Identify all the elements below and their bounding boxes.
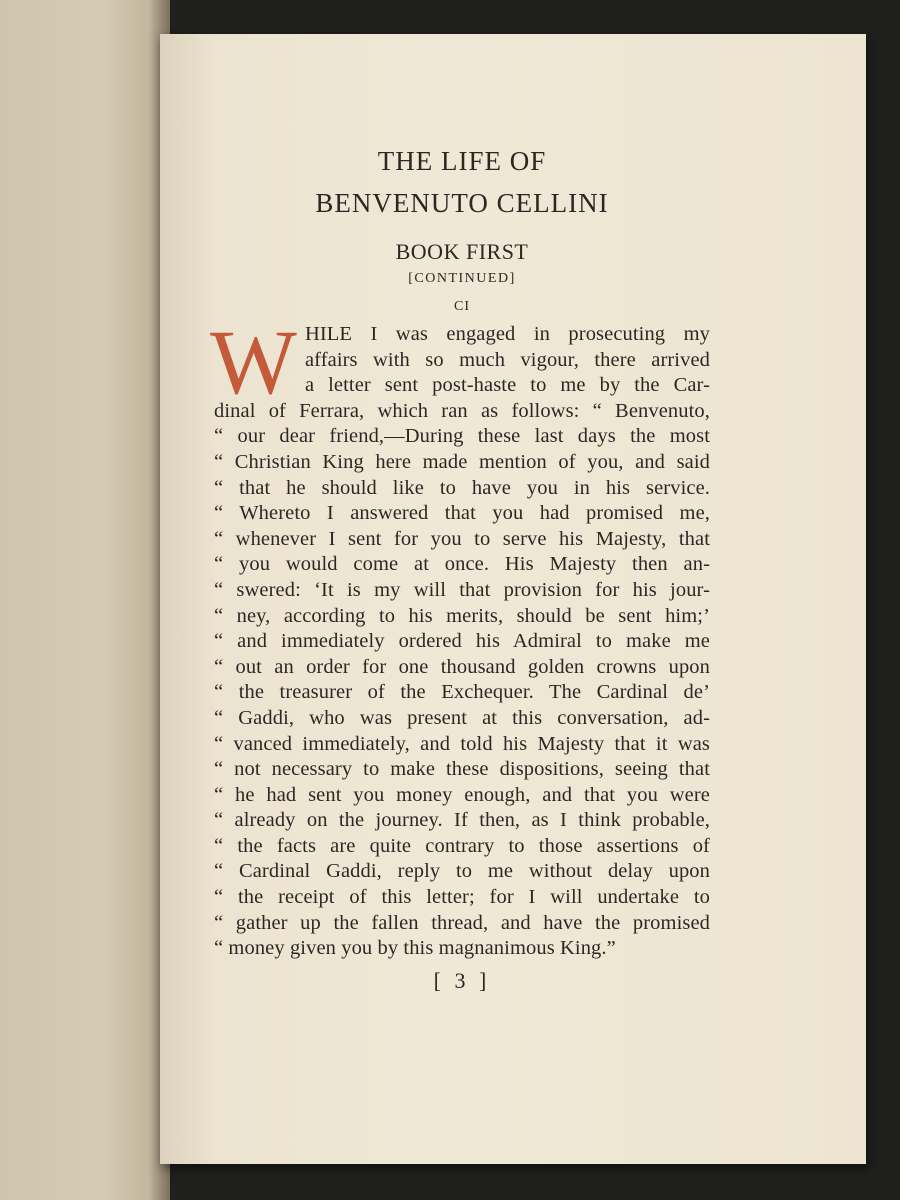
body-line: HILE I was engaged in prosecuting my — [304, 323, 710, 345]
body-line: “ he had sent you money enough, and that you were — [214, 783, 710, 806]
body-line: “ our dear friend,—During these last days the most — [214, 425, 710, 448]
body-line: “ the treasurer of the Exchequer. The Cardinal de’ — [214, 681, 710, 704]
body-line: “ not necessary to make these dispositions, seeing that — [214, 758, 710, 781]
body-line: affairs with so much vigour, there arrived — [304, 348, 710, 371]
body-line: “ Whereto I answered that you had promised me, — [214, 502, 710, 525]
body-line: “ you would come at once. His Majesty then an- — [214, 553, 710, 576]
body-line: a letter sent post-haste to me by the Car- — [304, 374, 710, 397]
drop-cap: W — [210, 311, 297, 413]
body-line: “ Cardinal Gaddi, reply to me without delay upon — [214, 860, 710, 883]
book-heading: BOOK FIRST — [395, 239, 529, 264]
title-line-1: THE LIFE OF — [377, 146, 547, 176]
body-line: dinal of Ferrara, which ran as follows: “ Benvenuto, — [214, 399, 710, 422]
left-page — [0, 0, 170, 1200]
chapter-number: CI — [454, 299, 470, 314]
title-line-2: BENVENUTO CELLINI — [315, 188, 609, 218]
body-line: “ the facts are quite contrary to those assertions of — [214, 834, 710, 857]
body-line: “ gather up the fallen thread, and have the promised — [214, 911, 710, 934]
body-line: “ Christian King here made mention of you, and said — [214, 450, 710, 473]
body-line: “ Gaddi, who was present at this conversation, ad- — [214, 706, 710, 729]
body-line: “ swered: ‘It is my will that provision for his jour- — [214, 578, 710, 601]
page-text — [210, 140, 710, 994]
body-line: “ money given you by this magnanimous King.” — [214, 937, 616, 960]
body-line: “ vanced immediately, and told his Majesty that it was — [214, 732, 710, 755]
continued-label: [CONTINUED] — [408, 271, 516, 286]
body-line: “ out an order for one thousand golden crowns upon — [214, 655, 710, 678]
body-text — [210, 311, 710, 962]
body-line: “ ney, according to his merits, should be sent him;’ — [214, 604, 710, 627]
body-line: “ already on the journey. If then, as I think probable, — [214, 809, 710, 832]
body-line: “ and immediately ordered his Admiral to make me — [214, 630, 710, 653]
body-line: “ that he should like to have you in his service. — [214, 476, 710, 499]
page-number: [ 3 ] — [433, 967, 491, 993]
body-line: “ whenever I sent for you to serve his Majesty, that — [214, 527, 710, 550]
body-line: “ the receipt of this letter; for I will undertake to — [214, 886, 710, 909]
